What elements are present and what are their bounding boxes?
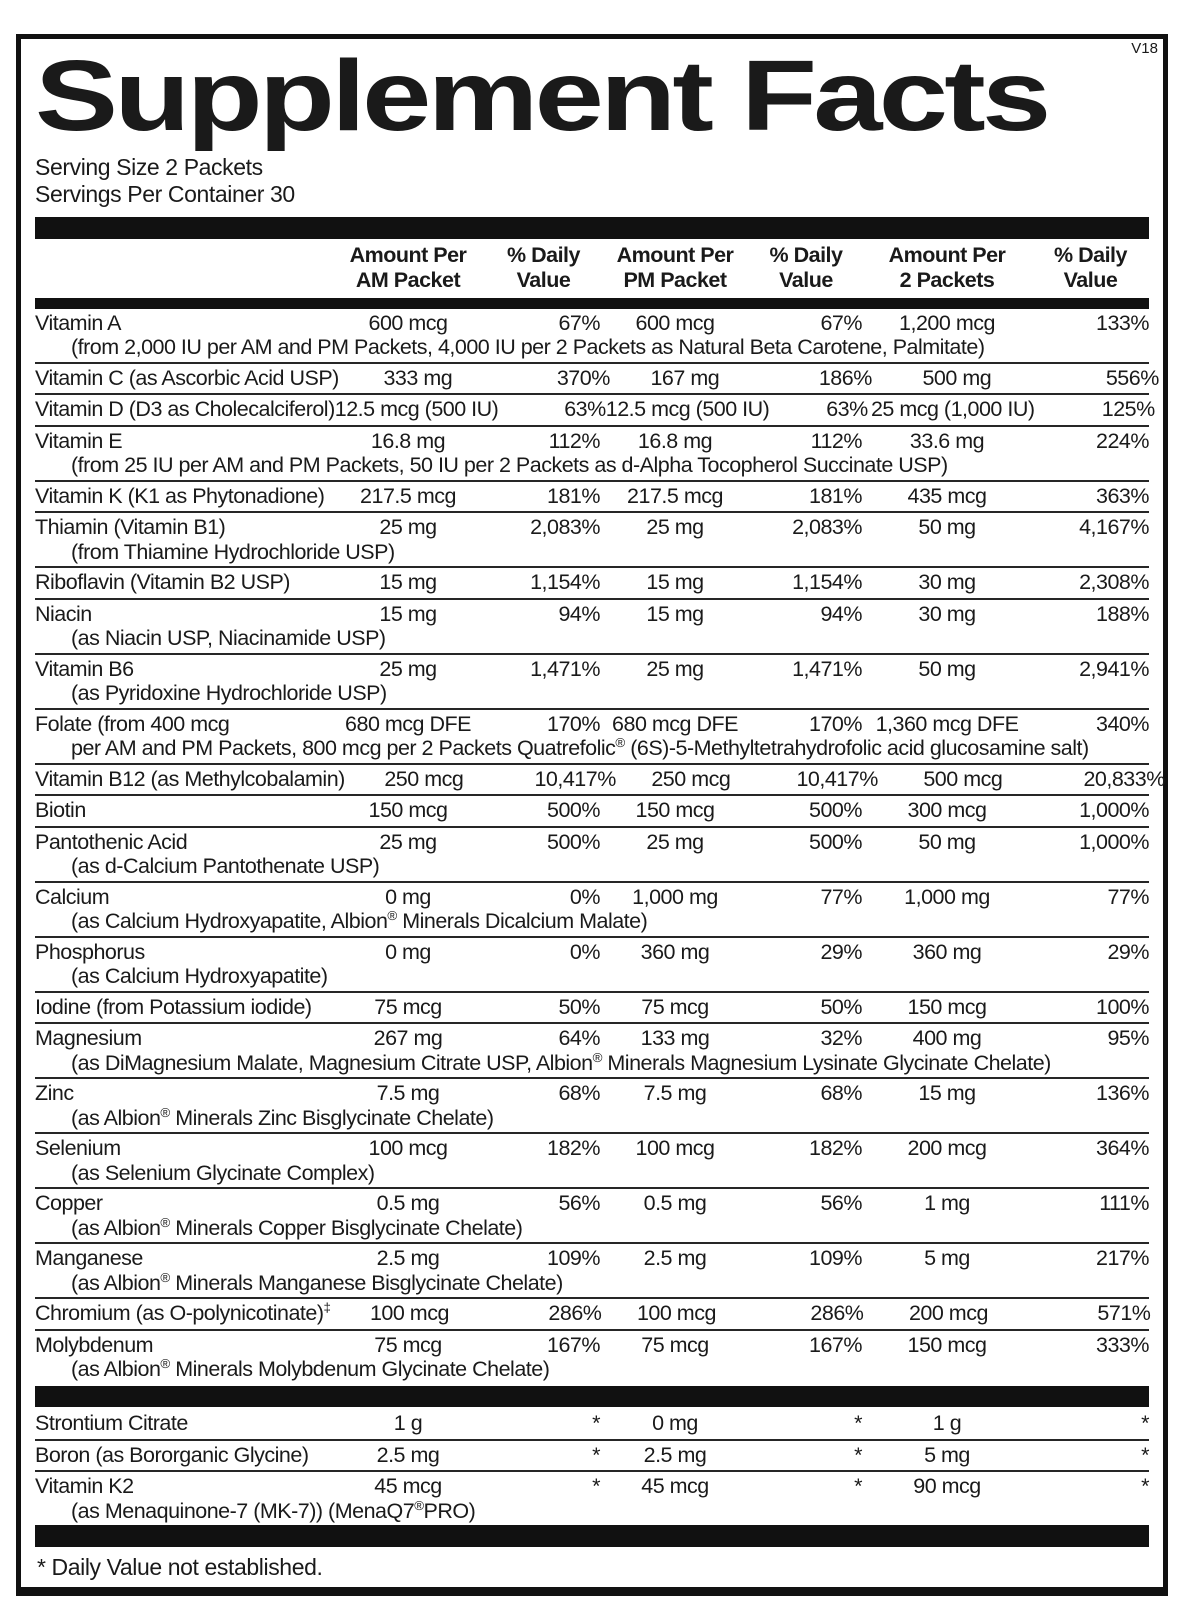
amount-2-packets: 150 mcg: [907, 1332, 987, 1357]
daily-value-2-packets: 571%: [1097, 1301, 1151, 1326]
nutrient-row: [35, 1187, 1149, 1242]
daily-value-pm: 32%: [820, 1026, 862, 1051]
nutrient-source-note: (as Calcium Hydroxyapatite, Albion® Minerals Dicalcium Malate): [71, 907, 648, 934]
daily-value-am: 68%: [558, 1081, 600, 1106]
daily-value-am: 10,417%: [534, 766, 616, 791]
daily-value-pm: 1,154%: [792, 570, 862, 595]
nutrient-name: Vitamin B12 (as Methylcobalamin): [35, 766, 345, 791]
amount-pm-packet: 45 mcg: [641, 1474, 709, 1499]
header-amount-am: Amount Per AM Packet: [349, 242, 467, 292]
nutrient-source-note: (as Albion® Minerals Copper Bisglycinate Chelate): [71, 1214, 523, 1240]
daily-value-am: 181%: [547, 483, 600, 508]
nutrient-name: Vitamin A: [35, 310, 121, 335]
daily-value-pm: 167%: [809, 1332, 862, 1357]
nutrient-row: [35, 1242, 1149, 1297]
nutrient-name: Niacin: [35, 601, 92, 626]
amount-am-packet: 25 mg: [379, 656, 437, 681]
amount-pm-packet: 1,000 mg: [632, 884, 718, 909]
amount-pm-packet: 7.5 mg: [643, 1081, 707, 1106]
header-dv-pm: % Daily Value: [769, 242, 843, 292]
amount-pm-packet: 15 mg: [646, 601, 704, 626]
header-dv-am: % Daily Value: [507, 242, 580, 292]
amount-pm-packet: 25 mg: [646, 515, 704, 540]
daily-value-pm: 500%: [809, 798, 862, 823]
amount-2-packets: 50 mg: [918, 829, 976, 854]
amount-pm-packet: 25 mg: [646, 656, 704, 681]
daily-value-pm: *: [854, 1442, 862, 1467]
nutrient-table-other: [35, 1409, 1149, 1525]
amount-am-packet: 0 mg: [385, 884, 431, 909]
amount-am-packet: 25 mg: [379, 829, 437, 854]
nutrient-row: [35, 1132, 1149, 1187]
amount-am-packet: 267 mg: [373, 1026, 443, 1051]
daily-value-pm: 500%: [809, 829, 862, 854]
daily-value-2-packets: 333%: [1096, 1332, 1149, 1357]
daily-value-am: 56%: [558, 1191, 600, 1216]
daily-value-pm: 77%: [820, 884, 862, 909]
amount-am-packet: 217.5 mcg: [360, 483, 456, 508]
daily-value-am: 0%: [569, 884, 600, 909]
daily-value-pm: 67%: [820, 310, 862, 335]
daily-value-am: *: [592, 1442, 600, 1467]
nutrient-name: Magnesium: [35, 1026, 142, 1051]
nutrient-source-note: (as Albion® Minerals Molybdenum Glycinate Chelate): [71, 1355, 550, 1382]
amount-pm-packet: 100 mcg: [636, 1301, 716, 1326]
nutrient-name: Vitamin B6: [35, 656, 134, 681]
nutrient-row: [35, 763, 1165, 795]
nutrient-name: Vitamin K (K1 as Phytonadione): [35, 483, 325, 508]
amount-2-packets: 5 mg: [924, 1246, 970, 1271]
nutrient-row: [35, 936, 1149, 991]
amount-pm-packet: 16.8 mg: [637, 428, 713, 453]
nutrient-name: Folate (from 400 mcg: [35, 711, 230, 736]
section-divider-bar: [35, 1386, 1149, 1408]
nutrient-name: Boron (as Bororganic Glycine): [35, 1442, 309, 1467]
amount-pm-packet: 360 mg: [640, 939, 710, 964]
daily-value-am: 0%: [569, 939, 600, 964]
nutrient-name: Manganese: [35, 1246, 143, 1271]
daily-value-am: 1,154%: [530, 570, 600, 595]
daily-value-pm: *: [854, 1411, 862, 1436]
amount-am-packet: 25 mg: [379, 515, 437, 540]
nutrient-name: Molybdenum: [35, 1332, 154, 1357]
nutrient-row: [35, 425, 1149, 480]
daily-value-2-packets: 20,833%: [1083, 766, 1165, 791]
daily-value-2-packets: 188%: [1096, 601, 1149, 626]
amount-am-packet: 15 mg: [379, 601, 437, 626]
daily-value-2-packets: 1,000%: [1079, 829, 1149, 854]
nutrient-name: Vitamin K2: [35, 1474, 134, 1499]
footer-divider-bar: [35, 1525, 1149, 1547]
servings-per-container: Servings Per Container 30: [35, 181, 295, 207]
amount-pm-packet: 217.5 mcg: [627, 483, 723, 508]
nutrient-row: [35, 1439, 1149, 1471]
daily-value-pm: 29%: [820, 939, 862, 964]
daily-value-am: *: [592, 1411, 600, 1436]
amount-am-packet: 0 mg: [385, 939, 431, 964]
amount-am-packet: 7.5 mg: [376, 1081, 440, 1106]
daily-value-2-packets: *: [1141, 1411, 1149, 1436]
nutrient-row: [35, 566, 1149, 598]
amount-am-packet: 12.5 mcg (500 IU): [334, 397, 499, 422]
amount-am-packet: 45 mcg: [374, 1474, 442, 1499]
serving-size: Serving Size 2 Packets: [35, 154, 263, 180]
nutrient-source-note: (as Albion® Minerals Zinc Bisglycinate Chelate): [71, 1104, 494, 1130]
nutrient-source-note: (as Pyridoxine Hydrochloride USP): [71, 681, 387, 706]
column-header-row: [35, 239, 1149, 298]
daily-value-pm: 50%: [820, 994, 862, 1019]
amount-pm-packet: 75 mcg: [641, 994, 709, 1019]
amount-am-packet: 100 mcg: [368, 1136, 448, 1161]
amount-2-packets: 435 mcg: [907, 483, 987, 508]
nutrient-name: Strontium Citrate: [35, 1411, 188, 1436]
amount-pm-packet: 0 mg: [652, 1411, 698, 1436]
nutrient-name: Iodine (from Potassium iodide): [35, 994, 312, 1019]
amount-am-packet: 333 mg: [383, 365, 453, 390]
section-divider-bar: [35, 217, 1149, 239]
amount-am-packet: 250 mcg: [384, 766, 464, 791]
nutrient-name: Phosphorus: [35, 939, 145, 964]
amount-pm-packet: 250 mcg: [651, 766, 731, 791]
amount-2-packets: 90 mcg: [913, 1474, 981, 1499]
amount-2-packets: 150 mcg: [907, 994, 987, 1019]
nutrient-row: [35, 362, 1159, 394]
daily-value-am: 1,471%: [530, 656, 600, 681]
daily-value-pm: 56%: [820, 1191, 862, 1216]
amount-2-packets: 33.6 mg: [909, 428, 985, 453]
nutrient-name: Zinc: [35, 1081, 74, 1106]
nutrient-row: [35, 826, 1149, 881]
amount-2-packets: 500 mg: [922, 365, 992, 390]
amount-am-packet: 680 mcg DFE: [345, 711, 471, 736]
nutrient-row: [35, 1470, 1149, 1525]
amount-am-packet: 100 mcg: [369, 1301, 449, 1326]
daily-value-am: 167%: [547, 1332, 600, 1357]
daily-value-am: 182%: [547, 1136, 600, 1161]
daily-value-pm: 63%: [826, 397, 868, 422]
amount-am-packet: 150 mcg: [368, 798, 448, 823]
daily-value-2-packets: 95%: [1107, 1026, 1149, 1051]
daily-value-am: 64%: [558, 1026, 600, 1051]
daily-value-2-packets: 364%: [1096, 1136, 1149, 1161]
amount-pm-packet: 75 mcg: [641, 1332, 709, 1357]
daily-value-pm: 186%: [818, 365, 872, 390]
nutrient-source-note: (as Menaquinone-7 (MK-7)) (MenaQ7®PRO): [71, 1497, 476, 1523]
daily-value-am: 63%: [564, 397, 606, 422]
nutrient-row: [35, 881, 1149, 936]
amount-2-packets: 200 mcg: [907, 1136, 987, 1161]
amount-am-packet: 75 mcg: [374, 1332, 442, 1357]
amount-pm-packet: 0.5 mg: [643, 1191, 707, 1216]
nutrient-source-note: (as Calcium Hydroxyapatite): [71, 964, 328, 989]
amount-am-packet: 600 mcg: [368, 310, 448, 335]
daily-value-am: 500%: [547, 798, 600, 823]
amount-2-packets: 300 mcg: [907, 798, 987, 823]
daily-value-pm: 109%: [809, 1246, 862, 1271]
amount-2-packets: 50 mg: [918, 656, 976, 681]
nutrient-row: [35, 1077, 1149, 1132]
amount-am-packet: 15 mg: [379, 570, 437, 595]
daily-value-2-packets: 340%: [1096, 711, 1149, 736]
amount-pm-packet: 2.5 mg: [643, 1246, 707, 1271]
daily-value-pm: 2,083%: [792, 515, 862, 540]
nutrient-row: [35, 598, 1149, 653]
nutrient-row: [35, 1329, 1149, 1384]
amount-2-packets: 200 mcg: [908, 1301, 988, 1326]
nutrient-source-note: (from 2,000 IU per AM and PM Packets, 4,000 IU per 2 Packets as Natural Beta Carotene, Palmitate): [71, 335, 985, 360]
supplement-facts-title: Supplement Facts: [35, 40, 1048, 152]
nutrient-table-main: [35, 309, 1165, 1384]
nutrient-source-note: (from Thiamine Hydrochloride USP): [71, 539, 395, 564]
daily-value-am: 94%: [558, 601, 600, 626]
header-amount-2packets: Amount Per 2 Packets: [888, 242, 1006, 292]
daily-value-am: 112%: [548, 428, 600, 453]
amount-2-packets: 1,000 mg: [904, 884, 990, 909]
amount-pm-packet: 167 mg: [650, 365, 720, 390]
amount-2-packets: 1 mg: [924, 1191, 970, 1216]
version-tag: V18: [1131, 40, 1158, 57]
amount-2-packets: 30 mg: [918, 570, 976, 595]
amount-2-packets: 5 mg: [924, 1442, 970, 1467]
nutrient-row: [35, 991, 1149, 1023]
daily-value-pm: 68%: [820, 1081, 862, 1106]
nutrient-source-note: (as DiMagnesium Malate, Magnesium Citrate USP, Albion® Minerals Magnesium Lysinate Glycinate Chelate): [71, 1049, 1051, 1075]
nutrient-row: [35, 309, 1149, 362]
amount-2-packets: 1,200 mcg: [899, 310, 995, 335]
nutrient-row: [35, 1297, 1149, 1329]
daily-value-am: 170%: [547, 711, 600, 736]
amount-pm-packet: 2.5 mg: [643, 1442, 707, 1467]
daily-value-2-packets: 133%: [1096, 310, 1149, 335]
amount-2-packets: 50 mg: [918, 515, 976, 540]
daily-value-pm: 286%: [810, 1301, 864, 1326]
daily-value-2-packets: 111%: [1099, 1191, 1149, 1216]
nutrient-row: [35, 653, 1149, 708]
amount-am-packet: 16.8 mg: [370, 428, 446, 453]
daily-value-2-packets: *: [1141, 1474, 1149, 1499]
daily-value-am: *: [592, 1474, 600, 1499]
daily-value-2-packets: 224%: [1096, 428, 1149, 453]
nutrient-name: Calcium: [35, 884, 110, 909]
daily-value-pm: 181%: [809, 483, 862, 508]
amount-am-packet: 2.5 mg: [376, 1442, 440, 1467]
nutrient-name: Vitamin E: [35, 428, 123, 453]
daily-value-2-packets: *: [1141, 1442, 1149, 1467]
nutrient-source-note: (as Albion® Minerals Manganese Bisglycinate Chelate): [71, 1269, 563, 1295]
amount-pm-packet: 150 mcg: [635, 798, 715, 823]
daily-value-2-packets: 556%: [1105, 365, 1159, 390]
daily-value-2-packets: 136%: [1096, 1081, 1149, 1106]
amount-pm-packet: 680 mcg DFE: [612, 711, 738, 736]
daily-value-am: 370%: [556, 365, 610, 390]
nutrient-name: Chromium (as O-polynicotinate)‡: [35, 1299, 331, 1326]
daily-value-am: 500%: [547, 829, 600, 854]
daily-value-pm: 182%: [809, 1136, 862, 1161]
nutrient-row: [35, 1022, 1149, 1077]
nutrient-source-note: (as Selenium Glycinate Complex): [71, 1160, 375, 1185]
daily-value-am: 109%: [547, 1246, 600, 1271]
nutrient-name: Selenium: [35, 1136, 121, 1161]
daily-value-2-packets: 217%: [1096, 1246, 1149, 1271]
daily-value-footnote: * Daily Value not established.: [37, 1554, 323, 1581]
amount-pm-packet: 25 mg: [646, 829, 704, 854]
daily-value-2-packets: 29%: [1107, 939, 1149, 964]
nutrient-row: [35, 794, 1149, 826]
daily-value-am: 2,083%: [530, 515, 600, 540]
daily-value-pm: 1,471%: [792, 656, 862, 681]
header-dv-2packets: % Daily Value: [1054, 242, 1127, 292]
nutrient-source-note: (as Niacin USP, Niacinamide USP): [71, 626, 386, 651]
nutrient-row: [35, 1409, 1149, 1439]
nutrient-name: Biotin: [35, 798, 86, 823]
nutrient-name: Thiamin (Vitamin B1): [35, 515, 226, 540]
daily-value-2-packets: 363%: [1096, 483, 1149, 508]
daily-value-2-packets: 2,941%: [1079, 656, 1149, 681]
amount-am-packet: 75 mcg: [374, 994, 442, 1019]
amount-pm-packet: 12.5 mcg (500 IU): [605, 397, 770, 422]
nutrient-name: Riboflavin (Vitamin B2 USP): [35, 570, 290, 595]
amount-2-packets: 1,360 mcg DFE: [875, 711, 1019, 736]
nutrient-source-note: (as d-Calcium Pantothenate USP): [71, 854, 380, 879]
amount-pm-packet: 600 mcg: [635, 310, 715, 335]
amount-pm-packet: 100 mcg: [635, 1136, 715, 1161]
daily-value-pm: 10,417%: [796, 766, 878, 791]
daily-value-am: 50%: [558, 994, 600, 1019]
amount-2-packets: 1 g: [932, 1411, 962, 1436]
daily-value-pm: 112%: [810, 428, 862, 453]
amount-2-packets: 25 mcg (1,000 IU): [870, 397, 1035, 422]
amount-2-packets: 400 mg: [912, 1026, 982, 1051]
amount-2-packets: 500 mcg: [923, 766, 1003, 791]
amount-am-packet: 2.5 mg: [376, 1246, 440, 1271]
amount-2-packets: 30 mg: [918, 601, 976, 626]
daily-value-am: 286%: [548, 1301, 602, 1326]
daily-value-pm: *: [854, 1474, 862, 1499]
amount-am-packet: 1 g: [393, 1411, 423, 1436]
amount-am-packet: 0.5 mg: [376, 1191, 440, 1216]
header-amount-pm: Amount Per PM Packet: [616, 242, 734, 292]
nutrient-row: [35, 480, 1149, 512]
nutrient-row: [35, 393, 1155, 425]
daily-value-2-packets: 125%: [1101, 397, 1155, 422]
daily-value-2-packets: 1,000%: [1079, 798, 1149, 823]
daily-value-2-packets: 2,308%: [1079, 570, 1149, 595]
nutrient-name: Vitamin D (D3 as Cholecalciferol): [35, 397, 335, 422]
amount-pm-packet: 15 mg: [646, 570, 704, 595]
header-divider-bar: [35, 298, 1149, 309]
nutrient-name: Vitamin C (as Ascorbic Acid USP): [35, 365, 339, 390]
supplement-facts-panel: [16, 34, 1168, 1596]
amount-2-packets: 15 mg: [918, 1081, 976, 1106]
nutrient-source-note: (from 25 IU per AM and PM Packets, 50 IU per 2 Packets as d-Alpha Tocopherol Succinate USP): [71, 453, 948, 478]
daily-value-2-packets: 4,167%: [1079, 515, 1149, 540]
amount-2-packets: 360 mg: [912, 939, 982, 964]
nutrient-name: Pantothenic Acid: [35, 829, 188, 854]
nutrient-row: [35, 708, 1149, 763]
nutrient-row: [35, 511, 1149, 566]
daily-value-am: 67%: [558, 310, 600, 335]
daily-value-pm: 170%: [809, 711, 862, 736]
nutrient-name: Copper: [35, 1191, 103, 1216]
daily-value-2-packets: 100%: [1096, 994, 1149, 1019]
amount-pm-packet: 133 mg: [640, 1026, 710, 1051]
daily-value-pm: 94%: [820, 601, 862, 626]
daily-value-2-packets: 77%: [1107, 884, 1149, 909]
nutrient-source-note: per AM and PM Packets, 800 mcg per 2 Packets Quatrefolic® (6S)-5-Methyltetrahydrofolic acid glucosamine salt): [71, 734, 1089, 761]
